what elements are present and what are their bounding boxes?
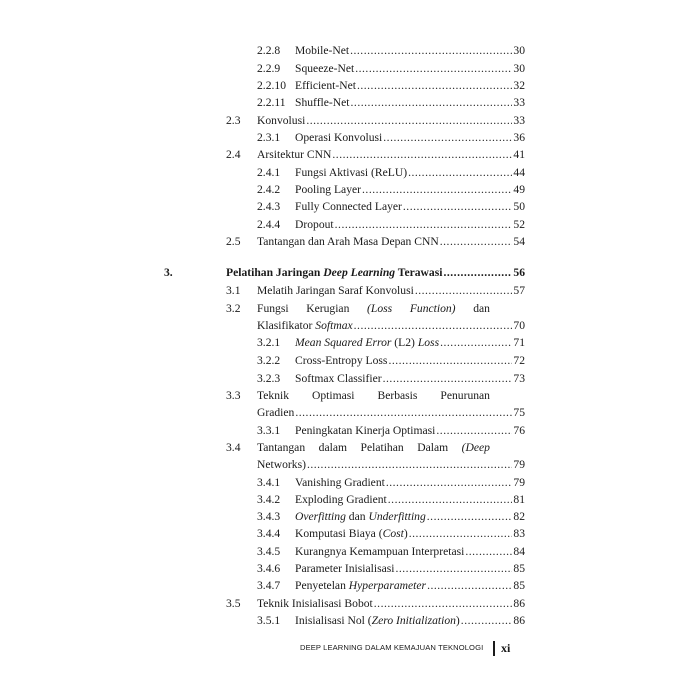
dot-leader [307,458,512,472]
entry-page: 81 [513,493,525,506]
entry-title: Shuffle-Net [295,96,350,109]
entry-number: 3.3 [226,389,241,402]
entry-page: 30 [513,62,525,75]
dot-leader [383,372,513,386]
entry-number: 2.2.9 [257,62,281,75]
entry-title: Penyetelan Hyperparameter [295,579,427,592]
entry-number: 2.4.1 [257,166,281,179]
entry-title-line1: Fungsi Kerugian (Loss Function) dan [257,302,490,315]
entry-page: 32 [513,79,525,92]
chapter-number: 3. [164,266,173,279]
dot-leader [350,44,512,58]
entry-title: Parameter Inisialisasi [295,562,395,575]
entry-number: 3.4.3 [257,510,281,523]
entry-number: 3.4.1 [257,476,281,489]
entry-title: Dropout [295,218,334,231]
entry-number: 3.2.2 [257,354,281,367]
entry-title: Networks) [257,458,306,471]
entry-page: 79 [513,476,525,489]
entry-title: Overfitting dan Underfitting [295,510,426,523]
toc-entry [226,389,525,421]
dot-leader [383,131,512,145]
entry-number: 3.4.2 [257,493,281,506]
entry-number: 3.4.5 [257,545,281,558]
dot-leader [374,597,513,611]
entry-number: 3.4.4 [257,527,281,540]
entry-title: Pooling Layer [295,183,362,196]
entry-title: Squeeze-Net [295,62,355,75]
entry-title: Operasi Konvolusi [295,131,383,144]
entry-number: 2.3.1 [257,131,281,144]
dot-leader [409,527,513,541]
entry-page: 36 [513,131,525,144]
entry-page: 57 [513,284,525,297]
entry-number: 3.2.3 [257,372,281,385]
entry-page: 72 [513,354,525,367]
dot-leader [403,200,513,214]
entry-title-line1: Tantangan dalam Pelatihan Dalam (Deep [257,441,490,454]
entry-number: 2.4.2 [257,183,281,196]
dot-leader [388,354,512,368]
entry-page: 85 [513,579,525,592]
entry-number: 2.3 [226,114,241,127]
entry-number: 2.2.11 [257,96,286,109]
entry-page: 84 [513,545,525,558]
entry-page: 30 [513,44,525,57]
entry-number: 3.3.1 [257,424,281,437]
entry-title: Konvolusi [257,114,306,127]
dot-leader [395,562,512,576]
entry-number: 3.2 [226,302,241,315]
entry-number: 3.5.1 [257,614,281,627]
entry-number: 2.4 [226,148,241,161]
entry-page: 83 [513,527,525,540]
entry-title: Softmax Classifier [295,372,382,385]
entry-number: 2.4.4 [257,218,281,231]
entry-title: Mobile-Net [295,44,350,57]
dot-leader [415,284,513,298]
entry-page: 73 [513,372,525,385]
entry-page: 52 [513,218,525,231]
dot-leader [386,476,513,490]
entry-page: 79 [513,458,525,471]
dot-leader [427,510,513,524]
entry-title: Gradien [257,406,295,419]
entry-number: 2.2.8 [257,44,281,57]
entry-page: 49 [513,183,525,196]
dot-leader [355,62,512,76]
entry-number: 2.2.10 [257,79,286,92]
entry-title: Arsitektur CNN [257,148,332,161]
dot-leader [335,218,513,232]
entry-number: 2.4.3 [257,200,281,213]
entry-page: 86 [513,597,525,610]
entry-page: 71 [513,336,525,349]
entry-title: Fully Connected Layer [295,200,402,213]
entry-title: Mean Squared Error (L2) Loss [295,336,440,349]
entry-page: 70 [513,319,525,332]
entry-title: Komputasi Biaya (Cost) [295,527,408,540]
dot-leader [306,114,512,128]
entry-title: Fungsi Aktivasi (ReLU) [295,166,408,179]
entry-page: 86 [513,614,525,627]
entry-title: Teknik Inisialisasi Bobot [257,597,373,610]
dot-leader [295,406,512,420]
entry-number: 3.2.1 [257,336,281,349]
dot-leader [362,183,512,197]
page-footer [300,641,530,657]
dot-leader [436,424,512,438]
dot-leader [351,96,513,110]
entry-title: Cross-Entropy Loss [295,354,388,367]
entry-number: 3.4.7 [257,579,281,592]
entry-number: 3.5 [226,597,241,610]
dot-leader [408,166,512,180]
entry-number: 3.4.6 [257,562,281,575]
entry-page: 56 [513,266,525,279]
entry-page: 75 [513,406,525,419]
entry-title: Peningkatan Kinerja Optimasi [295,424,436,437]
footer-page-number: xi [501,641,511,655]
entry-page: 33 [513,114,525,127]
entry-page: 44 [513,166,525,179]
dot-leader [357,79,512,93]
dot-leader [440,336,512,350]
entry-page: 41 [513,148,525,161]
dot-leader [440,235,513,249]
dot-leader [465,545,512,559]
entry-title: Vanishing Gradient [295,476,385,489]
dot-leader [388,493,513,507]
entry-title-line1: Teknik Optimasi Berbasis Penurunan [257,389,490,402]
entry-title: Inisialisasi Nol (Zero Initialization) [295,614,460,627]
chapter-title: Pelatihan Jaringan Deep Learning Terawasi [226,266,443,279]
entry-title: Klasifikator Softmax [257,319,353,332]
entry-number: 3.4 [226,441,241,454]
footer-book-title: DEEP LEARNING DALAM KEMAJUAN TEKNOLOGI [300,643,484,652]
dot-leader [461,614,513,628]
entry-title: Exploding Gradient [295,493,387,506]
dot-leader [443,266,512,280]
entry-title: Efficient-Net [295,79,356,92]
footer-divider [493,641,495,656]
entry-number: 2.5 [226,235,241,248]
toc-entry [226,441,525,473]
entry-page: 82 [513,510,525,523]
entry-page: 50 [513,200,525,213]
dot-leader [332,148,512,162]
toc-entry [226,302,525,334]
dot-leader [427,579,512,593]
entry-number: 3.1 [226,284,241,297]
entry-page: 33 [513,96,525,109]
entry-title: Kurangnya Kemampuan Interpretasi [295,545,465,558]
entry-title: Melatih Jaringan Saraf Konvolusi [257,284,414,297]
entry-page: 54 [513,235,525,248]
dot-leader [354,319,513,333]
entry-page: 76 [513,424,525,437]
entry-page: 85 [513,562,525,575]
entry-title: Tantangan dan Arah Masa Depan CNN [257,235,439,248]
